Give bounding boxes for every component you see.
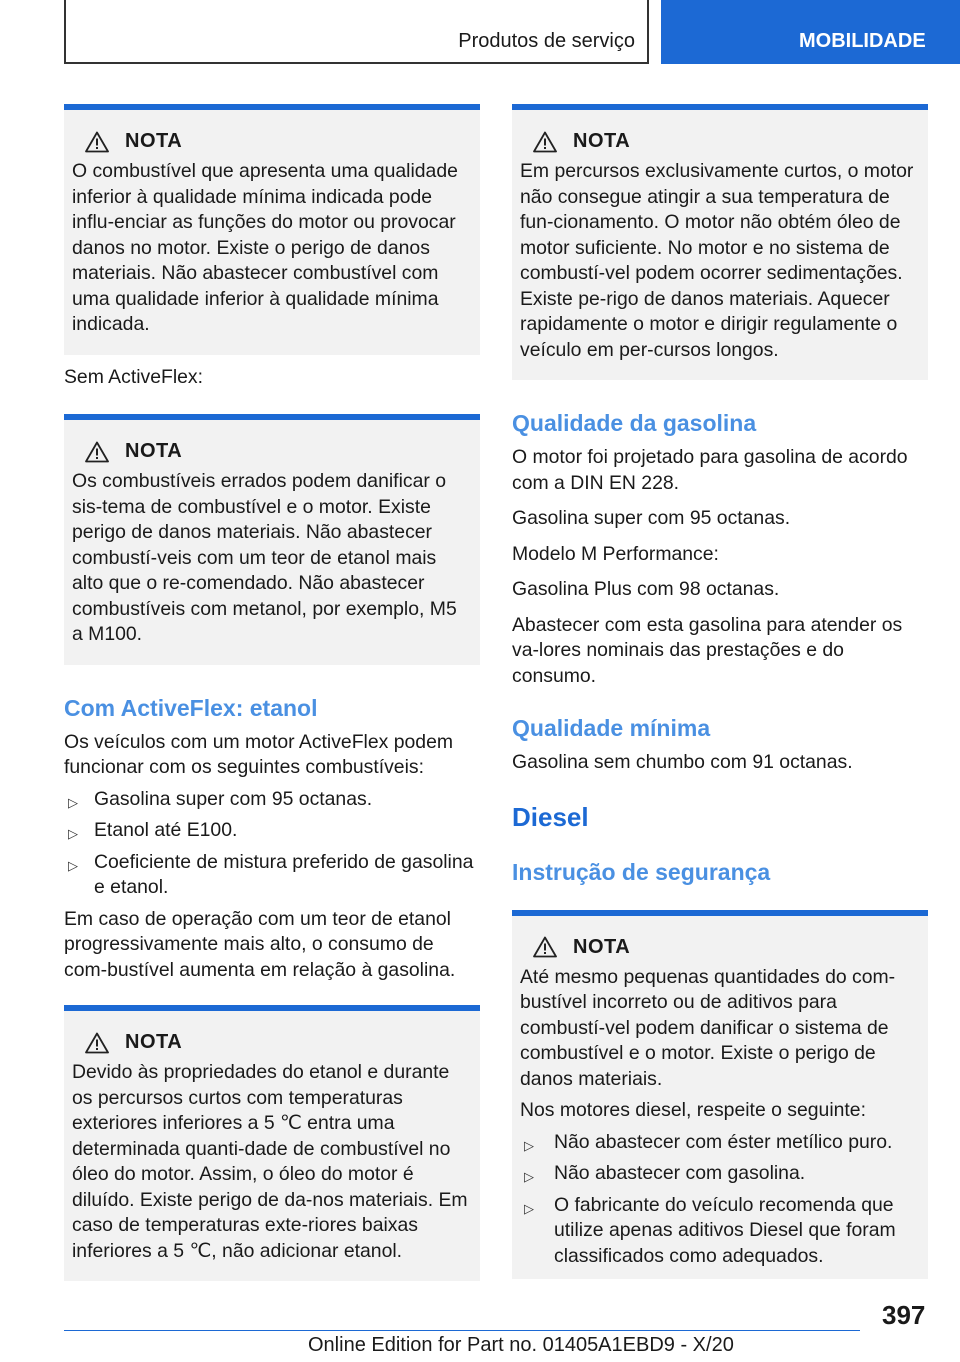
note-title: NOTA — [125, 440, 183, 462]
note-box-1 — [64, 104, 480, 355]
header-chapter-title: MOBILIDADE — [799, 30, 926, 52]
list-item: ▷ Não abastecer com gasolina. — [520, 1161, 920, 1187]
list-item: ▷ Coeficiente de mistura preferido de gasolina e etanol. — [68, 850, 474, 898]
fuel-list — [64, 787, 480, 901]
list-item: ▷ Não abastecer com éster metílico puro. — [520, 1130, 920, 1156]
section-heading-minima: Qualidade mínima — [512, 715, 711, 741]
note-text: Em percursos exclusivamente curtos, o motor não consegue atingir a sua temperatura de fun-cionamento. O motor não obtém óleo de motor suficiente. No motor e no sistema de combustí-vel podem ocorrer sedimentações. Existe pe-rigo de danos materiais. Aquecer rapidamente o motor e dirigir regulamente o veículo em per-cursos longos. — [520, 160, 914, 361]
note-box-3 — [64, 1005, 480, 1281]
note-header — [72, 130, 472, 153]
warning-triangle-icon — [85, 441, 109, 463]
triangle-bullet-icon: ▷ — [524, 1200, 534, 1216]
note-header — [520, 936, 920, 959]
footer-divider — [64, 1330, 860, 1331]
triangle-bullet-icon: ▷ — [68, 857, 78, 873]
note-box-4 — [512, 104, 928, 380]
warning-triangle-icon — [85, 131, 109, 153]
page-number: 397 — [882, 1300, 926, 1330]
warning-triangle-icon — [533, 936, 557, 958]
note-title: NOTA — [573, 130, 631, 152]
note-text: Os combustíveis errados podem danificar o sis-tema de combustível e o motor. Existe perigo de danos materiais. Não abastecer combustí-veis com um teor de etanol mais alto que o re-comendado. Não abastecer combustíveis com metanol, por exemplo, M5 a M100. — [72, 470, 457, 645]
body-text — [512, 445, 928, 689]
triangle-bullet-icon: ▷ — [524, 1137, 534, 1153]
diesel-list — [520, 1130, 920, 1270]
header-chapter-tab — [661, 0, 960, 64]
note-box-5 — [512, 910, 928, 1280]
paragraph: Gasolina sem chumbo com 91 octanas. — [512, 751, 853, 773]
paragraph: Sem ActiveFlex: — [64, 365, 204, 388]
note-title: NOTA — [125, 130, 183, 152]
triangle-bullet-icon: ▷ — [68, 794, 78, 810]
paragraph: Em caso de operação com um teor de etanol progressivamente mais alto, o consumo de com-bustível aumenta em relação à gasolina. — [64, 907, 456, 981]
warning-triangle-icon — [85, 1032, 109, 1054]
section-heading-activeflex: Com ActiveFlex: etanol — [64, 694, 318, 721]
section-heading-gasolina: Qualidade da gasolina — [512, 410, 757, 436]
body-text — [64, 730, 480, 781]
list-item: ▷ Gasolina super com 95 octanas. — [64, 787, 480, 813]
header-section-title: Produtos de serviço — [458, 30, 635, 52]
paragraph: Modelo M Performance: — [512, 542, 719, 565]
paragraph: Abastecer com esta gasolina para atender os va-lores nominais das prestações e do consumo. — [512, 613, 903, 687]
note-header — [72, 1031, 472, 1054]
right-column — [512, 104, 928, 1279]
triangle-bullet-icon: ▷ — [68, 826, 78, 841]
note-text: O combustível que apresenta uma qualidade inferior à qualidade mínima indicada pode influ-enciar as funções do motor ou provocar danos no motor. Existe o perigo de danos materiais. Não abastecer combustível com uma qualidade inferior à qualidade mínima indicada. — [72, 160, 458, 335]
paragraph: Gasolina super com 95 octanas. — [512, 507, 791, 529]
note-text: Devido às propriedades do etanol e durante os percursos curtos com temperaturas exteriores inferiores a 5 ℃ entra uma determinada quanti-dade de combustível no óleo do motor. Assim, o óleo do motor é diluído. Existe perigo de da-nos materiais. Em caso de temperaturas exte-riores baixas inferiores a 5 ℃, não adicionar etanol. — [72, 1061, 468, 1262]
note-text: Até mesmo pequenas quantidades do com-bustível incorreto ou de aditivos para combustí-vel podem danificar o sistema de combustível e o motor. Existe o perigo de danos materiais. — [520, 965, 896, 1090]
section-heading-seguranca: Instrução de segurança — [512, 858, 771, 885]
body-text — [512, 750, 928, 776]
note-box-2 — [64, 414, 480, 665]
paragraph: Os veículos com um motor ActiveFlex podem funcionar com os seguintes combustíveis: — [64, 730, 454, 778]
warning-triangle-icon — [533, 131, 557, 153]
note-header — [520, 130, 920, 153]
paragraph: O motor foi projetado para gasolina de acordo com a DIN EN 228. — [512, 446, 908, 494]
triangle-bullet-icon: ▷ — [524, 1169, 534, 1184]
footer-edition: Online Edition for Part no. 01405A1EBD9 - X/20 — [308, 1334, 734, 1356]
list-item: ▷ O fabricante do veículo recomenda que utilize apenas aditivos Diesel que foram classificados como adequados. — [524, 1193, 896, 1267]
body-text — [64, 907, 480, 984]
note-title: NOTA — [573, 935, 631, 958]
left-column — [64, 104, 480, 1281]
body-text — [64, 365, 480, 391]
note-title: NOTA — [125, 1031, 183, 1053]
note-text: Nos motores diesel, respeite o seguinte: — [520, 1099, 866, 1121]
section-heading-diesel: Diesel — [512, 801, 589, 832]
note-header — [72, 440, 472, 463]
paragraph: Gasolina Plus com 98 octanas. — [512, 578, 780, 600]
list-item: ▷ Etanol até E100. — [64, 818, 480, 844]
header-section-box — [64, 0, 649, 64]
